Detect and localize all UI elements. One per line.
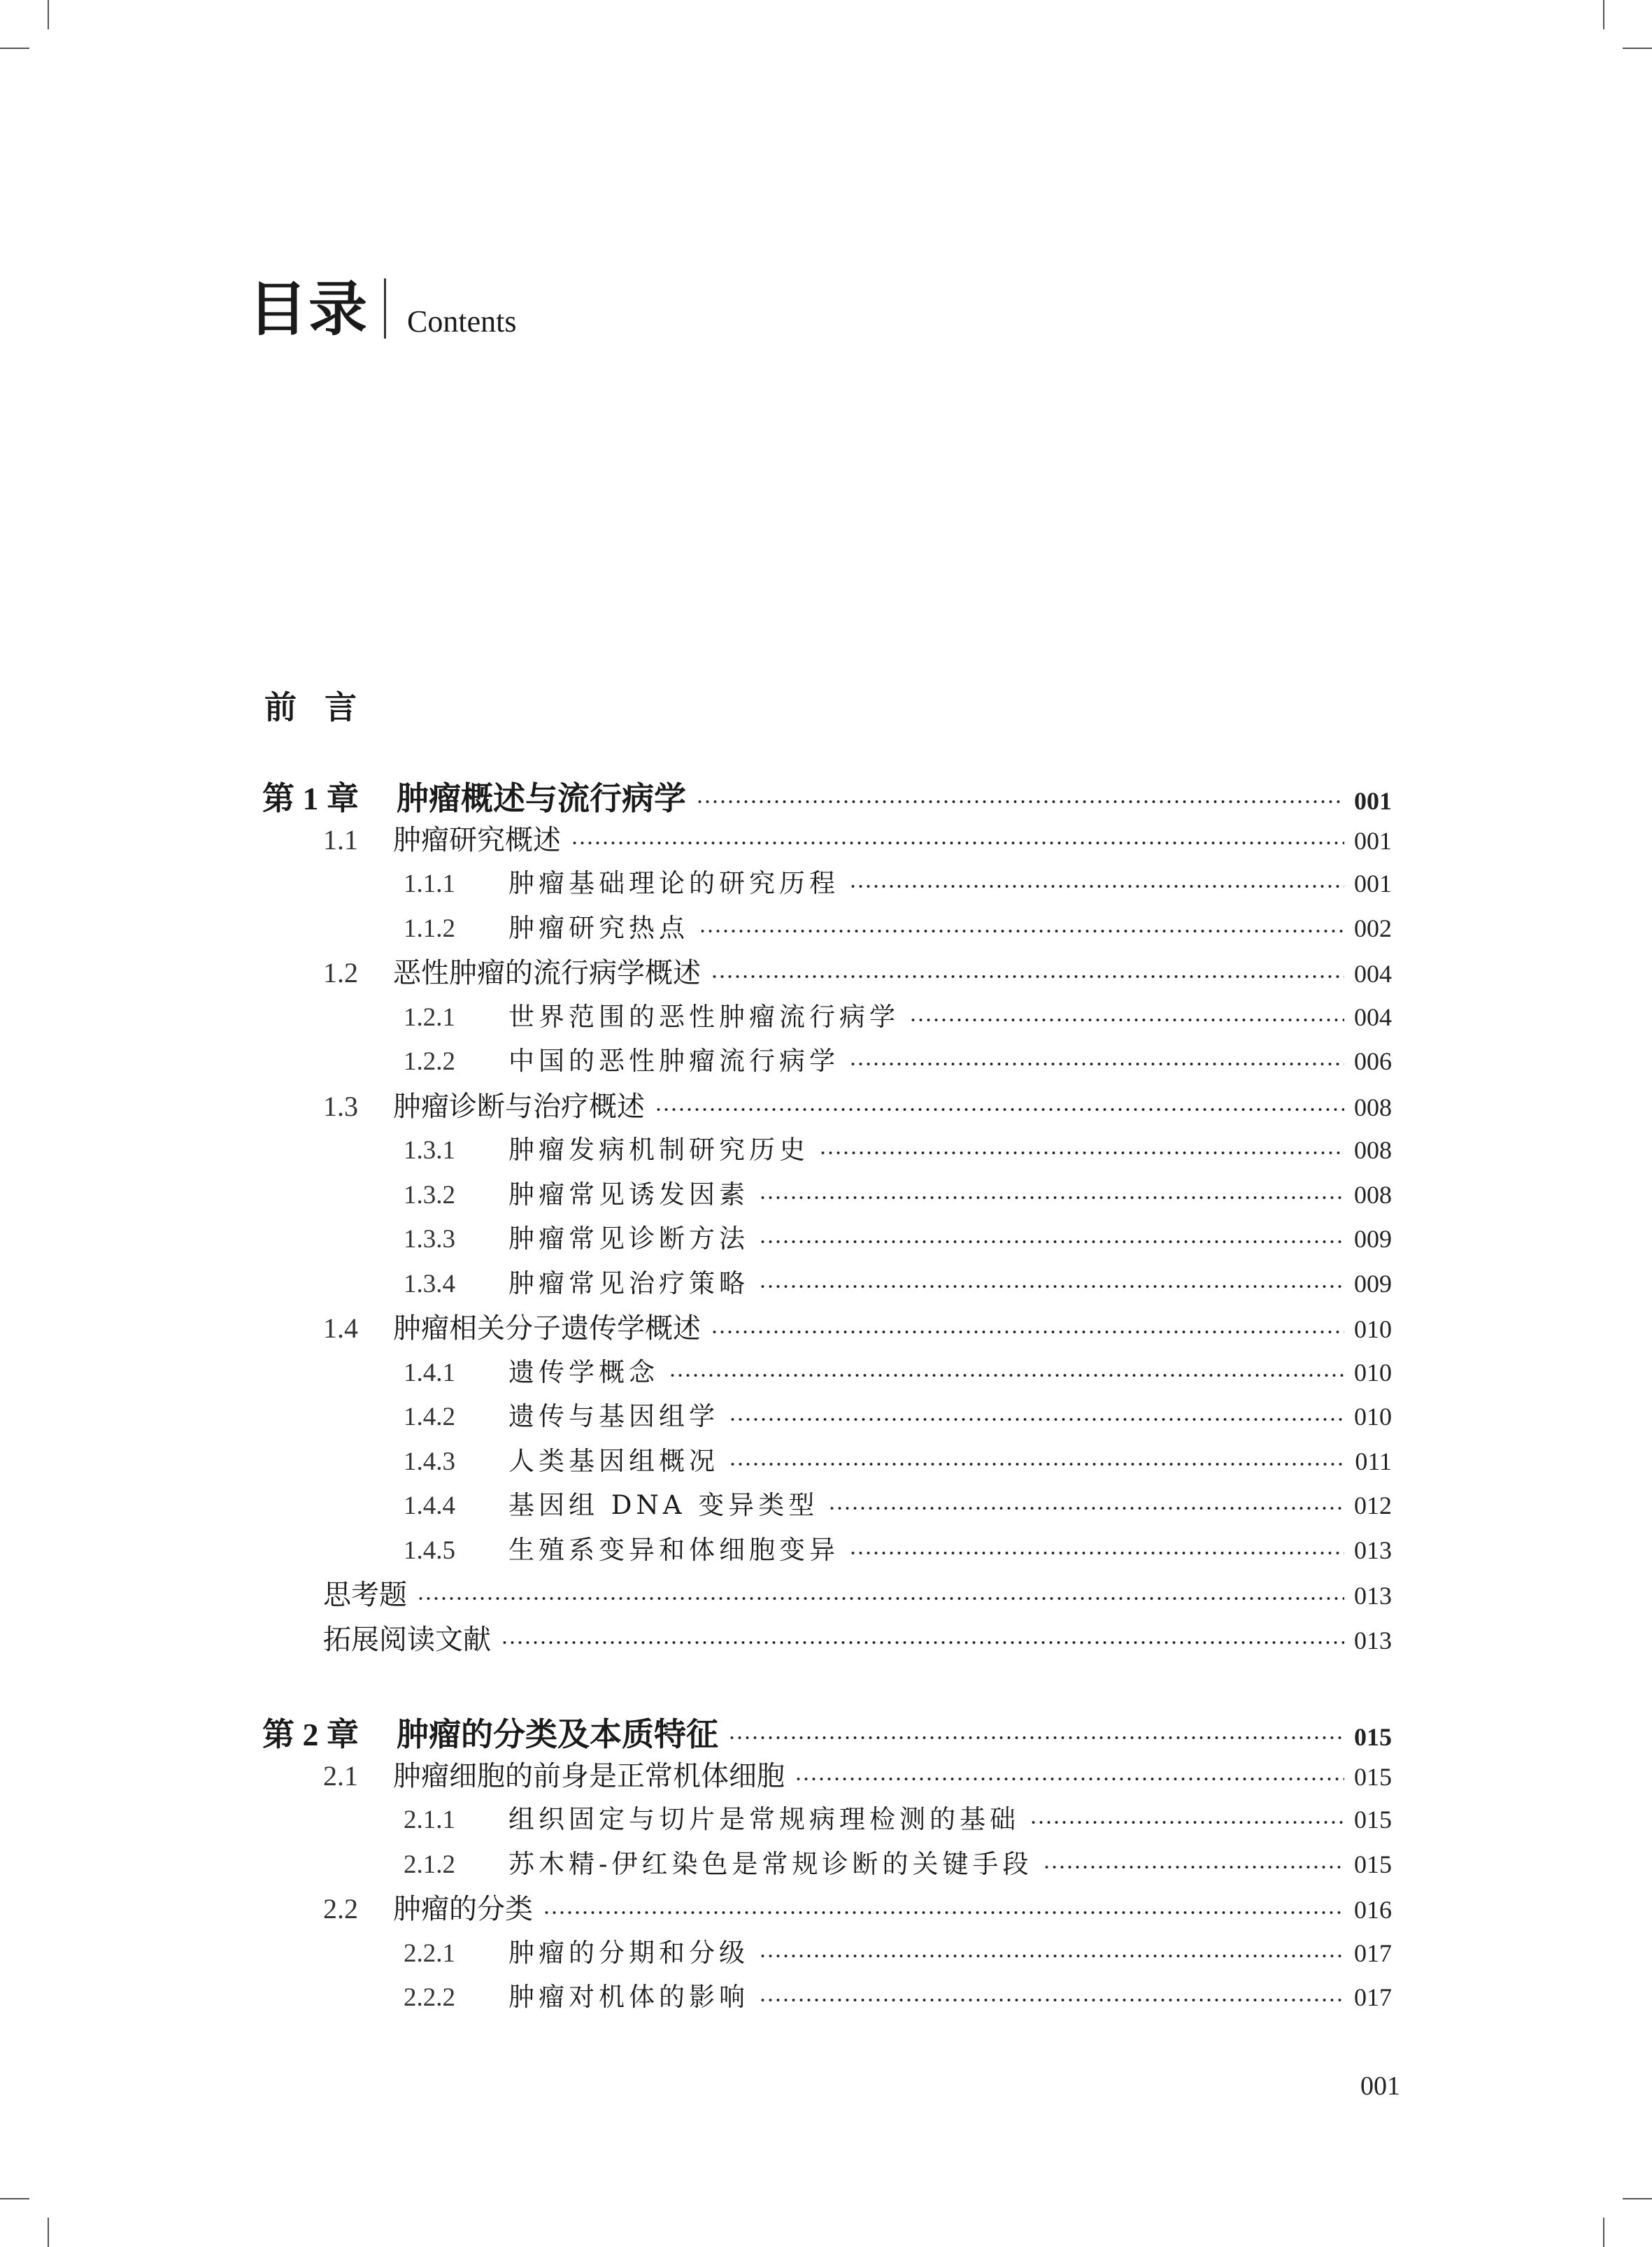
toc-entry-section[interactable] xyxy=(323,818,1392,858)
toc-entry-subsection[interactable] xyxy=(404,1217,1392,1255)
dot-leader xyxy=(849,884,1344,888)
dot-leader xyxy=(795,1777,1344,1781)
toc-entry-page: 001 xyxy=(1354,826,1392,855)
dot-leader xyxy=(728,1736,1344,1740)
toc-entry-subsection[interactable] xyxy=(404,907,1392,944)
toc-entry-page: 006 xyxy=(1354,1047,1392,1075)
toc-entry-number: 1.4.5 xyxy=(404,1536,455,1565)
title-divider xyxy=(384,278,386,339)
toc-entry-title: 肿瘤研究概述 xyxy=(393,823,561,856)
toc-entry-number: 1.1.1 xyxy=(404,870,455,898)
toc-entry-title: 肿瘤的分类及本质特征 xyxy=(397,1715,718,1753)
preface-heading: 前言 xyxy=(264,688,385,726)
toc-entry-page: 015 xyxy=(1354,1806,1392,1834)
toc-entry-page: 009 xyxy=(1354,1269,1392,1298)
toc-entry-subsection[interactable] xyxy=(404,1976,1392,2013)
dot-leader xyxy=(696,800,1344,804)
toc-entry-subsection[interactable] xyxy=(404,1262,1392,1300)
toc-entry-title: 世界范围的恶性肿瘤流行病学 xyxy=(508,1001,899,1032)
toc-entry-plain[interactable] xyxy=(323,1573,1392,1612)
toc-entry-subsection[interactable] xyxy=(404,1843,1392,1880)
toc-entry-subsection[interactable] xyxy=(404,1173,1392,1211)
toc-entry-page: 010 xyxy=(1354,1358,1392,1387)
dot-leader xyxy=(759,1284,1344,1289)
toc-entry-title: 遗传与基因组学 xyxy=(508,1401,719,1431)
toc-entry-number: 1.2.2 xyxy=(404,1047,455,1076)
toc-entry-title: 肿瘤基础理论的研究历程 xyxy=(508,868,839,898)
toc-entry-title: 肿瘤概述与流行病学 xyxy=(397,779,686,817)
dot-leader xyxy=(1030,1820,1344,1824)
toc-entry-title: 肿瘤相关分子遗传学概述 xyxy=(393,1312,701,1345)
toc-entry-subsection[interactable] xyxy=(404,1128,1392,1166)
toc-entry-chapter[interactable] xyxy=(262,773,1392,819)
dot-leader xyxy=(759,1954,1344,1958)
toc-entry-subsection[interactable] xyxy=(404,1040,1392,1077)
toc-entry-number: 2.1 xyxy=(323,1759,358,1792)
dot-leader xyxy=(417,1596,1344,1601)
toc-entry-title: 拓展阅读文献 xyxy=(323,1623,491,1656)
dot-leader xyxy=(699,929,1344,933)
dot-leader xyxy=(759,1240,1344,1244)
toc-entry-number: 2.1.2 xyxy=(404,1850,455,1879)
toc-entry-title: 肿瘤常见治疗策略 xyxy=(508,1268,749,1298)
toc-entry-subsection[interactable] xyxy=(404,1798,1392,1836)
dot-leader xyxy=(669,1373,1344,1377)
toc-entry-title: 肿瘤的分期和分级 xyxy=(508,1937,749,1968)
dot-leader xyxy=(759,1196,1344,1200)
toc-entry-number: 2.2.1 xyxy=(404,1938,455,1968)
dot-leader xyxy=(909,1018,1344,1022)
toc-entry-subsection[interactable] xyxy=(404,1395,1392,1433)
toc-entry-number: 1.1.2 xyxy=(404,914,455,943)
toc-entry-number: 1.3.2 xyxy=(404,1180,455,1210)
toc-entry-title: 肿瘤细胞的前身是正常机体细胞 xyxy=(393,1759,785,1792)
toc-entry-subsection[interactable] xyxy=(404,1931,1392,1969)
toc-entry-number: 1.2 xyxy=(323,957,358,988)
toc-entry-number: 1.4.4 xyxy=(404,1491,455,1520)
toc-entry-page: 008 xyxy=(1354,1093,1392,1121)
toc-entry-title: 中国的恶性肿瘤流行病学 xyxy=(508,1046,839,1076)
toc-entry-title: 肿瘤常见诱发因素 xyxy=(508,1179,749,1210)
dot-leader xyxy=(1043,1865,1344,1869)
title-english: Contents xyxy=(407,304,517,339)
dot-leader xyxy=(501,1640,1344,1645)
toc-entry-page: 002 xyxy=(1354,914,1392,942)
toc-entry-page: 001 xyxy=(1354,870,1392,898)
toc-entry-page: 017 xyxy=(1354,1983,1392,2011)
toc-entry-page: 008 xyxy=(1354,1180,1392,1209)
toc-entry-number: 1.4.2 xyxy=(404,1403,455,1431)
dot-leader xyxy=(711,974,1344,979)
toc-entry-chapter[interactable] xyxy=(262,1709,1392,1755)
toc-entry-title: 肿瘤对机体的影响 xyxy=(508,1982,749,2012)
toc-entry-number: 2.1.1 xyxy=(404,1806,455,1834)
toc-entry-title: 遗传学概念 xyxy=(508,1356,659,1387)
toc-entry-plain[interactable] xyxy=(323,1617,1392,1657)
dot-leader xyxy=(819,1151,1344,1155)
toc-entry-number: 1.3.3 xyxy=(404,1225,455,1254)
toc-entry-number: 1.3 xyxy=(323,1090,358,1122)
dot-leader xyxy=(828,1506,1344,1510)
toc-entry-title: 思考题 xyxy=(323,1579,407,1611)
toc-entry-subsection[interactable] xyxy=(404,995,1392,1033)
toc-entry-page: 013 xyxy=(1354,1536,1392,1564)
toc-entry-page: 010 xyxy=(1354,1403,1392,1431)
toc-entry-page: 017 xyxy=(1354,1938,1392,1967)
toc-entry-section[interactable] xyxy=(323,951,1392,991)
toc-entry-section[interactable] xyxy=(323,1887,1392,1927)
toc-entry-title: 肿瘤诊断与治疗概述 xyxy=(393,1090,645,1123)
toc-entry-number: 第 1 章 xyxy=(262,781,359,816)
toc-entry-page: 001 xyxy=(1354,787,1392,815)
toc-entry-title: 肿瘤的分类 xyxy=(393,1893,533,1925)
dot-leader xyxy=(571,841,1344,845)
toc-entry-title: 肿瘤发病机制研究历史 xyxy=(508,1135,809,1165)
toc-entry-page: 011 xyxy=(1355,1447,1392,1475)
dot-leader xyxy=(759,1998,1344,2002)
title-chinese: 目录 xyxy=(248,274,369,343)
dot-leader xyxy=(711,1330,1344,1334)
dot-leader xyxy=(849,1062,1344,1066)
toc-entry-title: 肿瘤研究热点 xyxy=(508,912,689,943)
dot-leader xyxy=(729,1417,1344,1422)
toc-entry-number: 1.4.3 xyxy=(404,1447,455,1476)
toc-entry-number: 2.2 xyxy=(323,1893,358,1925)
toc-entry-subsection[interactable] xyxy=(404,862,1392,900)
toc-entry-page: 013 xyxy=(1354,1626,1392,1654)
toc-entry-number: 1.2.1 xyxy=(404,1002,455,1032)
toc-entry-page: 004 xyxy=(1354,960,1392,988)
toc-entry-title: 恶性肿瘤的流行病学概述 xyxy=(393,957,701,989)
toc-entry-title: 人类基因组概况 xyxy=(508,1445,719,1476)
dot-leader xyxy=(849,1551,1344,1555)
toc-entry-page: 013 xyxy=(1354,1582,1392,1610)
page-title xyxy=(248,274,517,343)
toc-entry-number: 1.3.4 xyxy=(404,1269,455,1298)
page-number: 001 xyxy=(1360,2071,1400,2101)
toc-entry-page: 015 xyxy=(1354,1723,1392,1751)
toc-entry-title: 肿瘤常见诊断方法 xyxy=(508,1224,749,1254)
toc-entry-title: 基因组 DNA 变异类型 xyxy=(508,1490,819,1520)
toc-entry-subsection[interactable] xyxy=(404,1484,1392,1522)
toc-entry-title: 苏木精-伊红染色是常规诊断的关键手段 xyxy=(508,1848,1033,1879)
toc-entry-page: 009 xyxy=(1354,1225,1392,1253)
toc-entry-number: 2.2.2 xyxy=(404,1983,455,2012)
toc-entry-page: 012 xyxy=(1354,1491,1392,1519)
toc-entry-number: 1.4 xyxy=(323,1312,358,1344)
toc-entry-page: 010 xyxy=(1354,1315,1392,1343)
toc-entry-section[interactable] xyxy=(323,1084,1392,1124)
toc-entry-subsection[interactable] xyxy=(404,1440,1392,1477)
dot-leader xyxy=(543,1911,1344,1915)
toc-entry-number: 第 2 章 xyxy=(262,1717,359,1752)
dot-leader xyxy=(729,1462,1345,1466)
toc-entry-page: 008 xyxy=(1354,1136,1392,1164)
toc-entry-subsection[interactable] xyxy=(404,1351,1392,1389)
toc-entry-page: 004 xyxy=(1354,1002,1392,1031)
toc-entry-page: 015 xyxy=(1354,1762,1392,1791)
toc-entry-page: 016 xyxy=(1354,1896,1392,1924)
dot-leader xyxy=(655,1107,1344,1112)
toc-entry-section[interactable] xyxy=(323,1754,1392,1794)
toc-entry-section[interactable] xyxy=(323,1306,1392,1346)
toc-entry-title: 组织固定与切片是常规病理检测的基础 xyxy=(508,1804,1020,1834)
toc-entry-title: 生殖系变异和体细胞变异 xyxy=(508,1534,839,1565)
toc-entry-number: 1.3.1 xyxy=(404,1136,455,1165)
toc-entry-number: 1.1 xyxy=(323,823,358,856)
toc-entry-subsection[interactable] xyxy=(404,1529,1392,1566)
toc-entry-number: 1.4.1 xyxy=(404,1358,455,1387)
toc-entry-page: 015 xyxy=(1354,1850,1392,1878)
